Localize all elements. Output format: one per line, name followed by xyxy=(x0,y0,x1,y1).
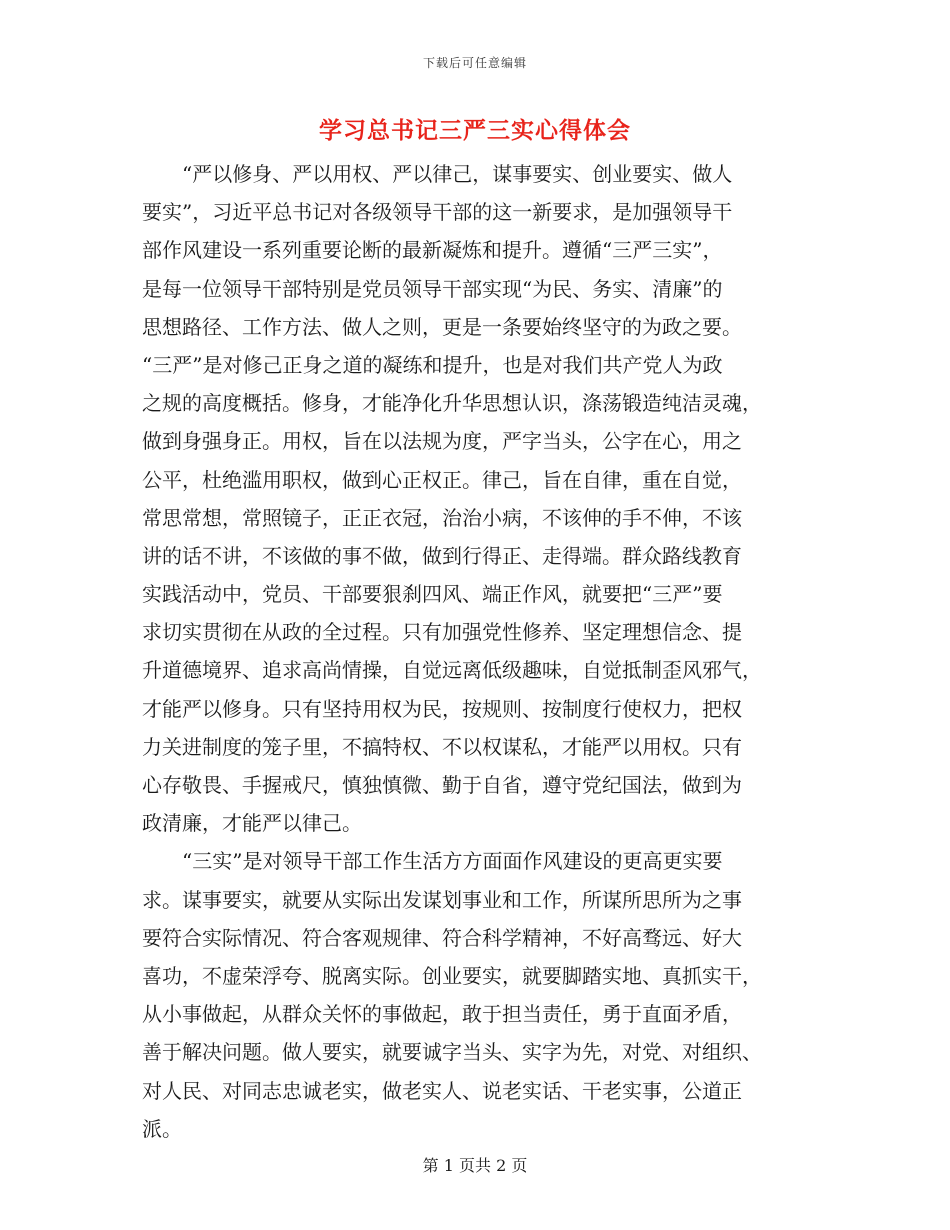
document-title: 学习总书记三严三实心得体会 xyxy=(319,117,631,144)
body-line: 派。 xyxy=(142,1116,182,1141)
body-line: 力关进制度的笼子里，不搞特权、不以权谋私，才能严以用权。只有 xyxy=(142,734,742,759)
body-line: “三严”是对修己正身之道的凝练和提升，也是对我们共产党人为政 xyxy=(142,352,723,377)
page-number-footer: 第 1 页共 2 页 xyxy=(422,1156,528,1175)
body-line: “严以修身、严以用权、严以律己，谋事要实、创业要实、做人 xyxy=(142,162,733,186)
body-line: 常思常想，常照镜子，正正衣冠，治治小病，不该伸的手不伸，不该 xyxy=(142,505,742,530)
body-line: 要实”，习近平总书记对各级领导干部的这一新要求，是加强领导干 xyxy=(142,200,733,225)
body-line: 求切实贯彻在从政的全过程。只有加强党性修养、坚定理想信念、提 xyxy=(142,620,742,645)
body-line: 对人民、对同志忠诚老实，做老实人、说老实话、干老实事，公道正 xyxy=(142,1078,742,1103)
body-line: 求。谋事要实，就要从实际出发谋划事业和工作，所谋所思所为之事 xyxy=(142,887,742,912)
body-line: 是每一位领导干部特别是党员领导干部实现“为民、务实、清廉”的 xyxy=(142,276,723,301)
body-line: 心存敬畏、手握戒尺，慎独慎微、勤于自省，遵守党纪国法，做到为 xyxy=(142,773,742,797)
header-note: 下载后可任意编辑 xyxy=(422,56,527,70)
body-line: 升道德境界、追求高尚情操，自觉远离低级趣味，自觉抵制歪风邪气， xyxy=(142,658,762,683)
body-line: 部作风建设一系列重要论断的最新凝炼和提升。遵循“三严三实”， xyxy=(142,238,723,263)
body-line: “三实”是对领导干部工作生活方方面面作风建设的更高更实要 xyxy=(142,849,723,874)
body-line: 从小事做起，从群众关怀的事做起，敢于担当责任，勇于直面矛盾， xyxy=(142,1002,742,1027)
body-line: 实践活动中，党员、干部要狠刹四风、端正作风，就要把“三严”要 xyxy=(142,582,723,607)
body-line: 喜功，不虚荣浮夸、脱离实际。创业要实，就要脚踏实地、真抓实干， xyxy=(142,963,762,988)
document-body xyxy=(142,155,808,1148)
body-line: 要符合实际情况、符合客观规律、符合科学精神，不好高骛远、好大 xyxy=(142,925,742,950)
body-line: 政清廉，才能严以律己。 xyxy=(142,811,362,836)
body-line: 讲的话不讲，不该做的事不做，做到行得正、走得端。群众路线教育 xyxy=(142,543,742,568)
body-line: 之规的高度概括。修身，才能净化升华思想认识，涤荡锻造纯洁灵魂， xyxy=(142,391,762,416)
body-line: 善于解决问题。做人要实，就要诚字当头、实字为先，对党、对组织、 xyxy=(142,1040,762,1065)
body-line: 公平，杜绝滥用职权，做到心正权正。律己，旨在自律，重在自觉， xyxy=(142,467,742,492)
body-line: 思想路径、工作方法、做人之则，更是一条要始终坚守的为政之要。 xyxy=(142,314,742,339)
body-line: 才能严以修身。只有坚持用权为民，按规则、按制度行使权力，把权 xyxy=(142,696,742,721)
body-line: 做到身强身正。用权，旨在以法规为度，严字当头，公字在心，用之 xyxy=(142,429,742,454)
